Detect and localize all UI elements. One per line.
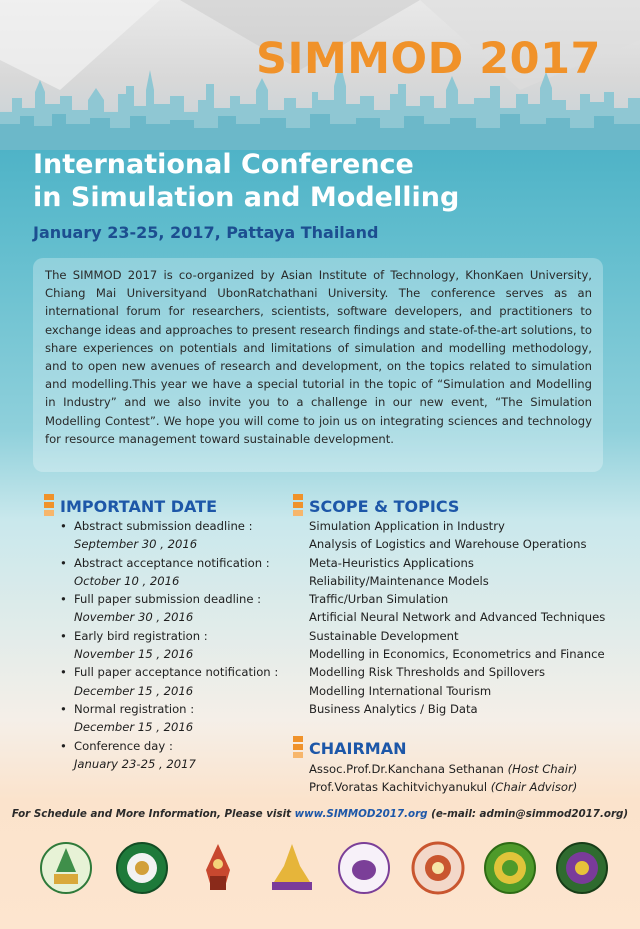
- conference-heading: [33, 148, 459, 214]
- topic-item: Simulation Application in Industry: [309, 519, 505, 533]
- chair-role: (Host Chair): [507, 762, 578, 776]
- footer-info: [0, 808, 640, 820]
- topic-item: Reliability/Maintenance Models: [309, 573, 489, 588]
- date-item: [58, 700, 288, 737]
- date-label: Early bird registration :: [74, 628, 208, 643]
- heading-line-1: International Conference: [33, 149, 414, 180]
- organizer-logos: [30, 840, 620, 900]
- organizer-logo-5: [336, 840, 392, 896]
- topic-item: Analysis of Logistics and Warehouse Operations: [309, 537, 587, 552]
- footer-prefix: For Schedule and More Information, Please visit: [11, 808, 295, 820]
- topic-item: Meta-Heuristics Applications: [309, 555, 474, 570]
- topic-item: Sustainable Development: [309, 628, 459, 643]
- chair-name: Assoc.Prof.Dr.Kanchana Sethanan: [309, 762, 504, 776]
- scope-topics-heading: SCOPE & TOPICS: [309, 497, 460, 516]
- organizer-logo-4: [264, 840, 320, 896]
- important-date-list: [58, 517, 288, 773]
- date-item: [58, 627, 288, 664]
- organizer-logo-3: [190, 840, 246, 896]
- important-date-heading: IMPORTANT DATE: [60, 497, 217, 516]
- event-date-location: January 23-25, 2017, Pattaya Thailand: [33, 223, 379, 242]
- date-value: November 15 , 2016: [74, 647, 194, 662]
- chairman-heading: CHAIRMAN: [309, 739, 407, 758]
- chair-name: Prof.Voratas Kachitvichyanukul: [309, 780, 488, 795]
- date-value: January 23-25 , 2017: [74, 756, 196, 771]
- date-label: Full paper acceptance notification :: [74, 665, 279, 680]
- section-marker-icon: [293, 494, 303, 516]
- organizer-logo-6: [410, 840, 466, 896]
- heading-line-2: in Simulation and Modelling: [33, 182, 460, 213]
- organizer-logo-7: [482, 840, 538, 896]
- date-label: Abstract acceptance notification :: [74, 555, 270, 570]
- organizer-logo-2: [114, 840, 170, 896]
- organizer-logo-8: [554, 840, 610, 896]
- scope-topics-list: [309, 517, 609, 718]
- date-value: September 30 , 2016: [74, 537, 198, 552]
- chair-person: [309, 760, 609, 778]
- intro-paragraph: The SIMMOD 2017 is co-organized by Asian Institute of Technology, KhonKaen University, Chiang Mai Universityand UbonRatchathani University. The conference serves as an international forum for researchers, scientists, software developers, and practitioners to exchange ideas and approaches to present research findings and state-of-the-art solutions, to share experiences on potentials and limitations of simulation and modelling methodology, and to open new avenues of research and development, on the topics related to simulation and modelling.This year we have a special tutorial in the topic of “Simulation and Modelling in Industry” and we also invite you to a challenge in our new event, “The Simulation Modelling Contest”. We hope you will come to join us on integrating sciences and technology for resource management toward sustainable development.: [45, 268, 592, 446]
- date-value: December 15 , 2016: [74, 720, 194, 735]
- date-label: Normal registration :: [74, 701, 195, 716]
- date-item: [58, 737, 288, 774]
- date-value: December 15 , 2016: [74, 683, 194, 698]
- date-label: Abstract submission deadline :: [74, 519, 253, 533]
- topic-item: Modelling in Economics, Econometrics and Finance: [309, 647, 605, 662]
- event-title: SIMMOD 2017: [256, 34, 601, 84]
- date-item: [58, 590, 288, 627]
- date-item: [58, 554, 288, 591]
- chair-role: (Chair Advisor): [490, 780, 578, 795]
- section-marker-icon: [44, 494, 54, 516]
- footer-email: (e-mail: admin@simmod2017.org): [427, 808, 629, 820]
- date-label: Full paper submission deadline :: [74, 592, 262, 607]
- topic-item: Business Analytics / Big Data: [309, 701, 478, 716]
- date-value: October 10 , 2016: [74, 573, 180, 588]
- chair-person: [309, 778, 609, 796]
- topic-item: Modelling International Tourism: [309, 683, 492, 698]
- website-link[interactable]: www.SIMMOD2017.org: [294, 808, 428, 820]
- date-item: [58, 517, 288, 554]
- date-item: [58, 663, 288, 700]
- section-marker-icon: [293, 736, 303, 758]
- date-label: Conference day :: [74, 738, 173, 753]
- topic-item: Modelling Risk Thresholds and Spillovers: [309, 665, 545, 680]
- organizer-logo-1: [38, 840, 94, 896]
- topic-item: Traffic/Urban Simulation: [309, 592, 449, 607]
- chairman-list: [309, 760, 609, 797]
- date-value: November 30 , 2016: [74, 610, 194, 625]
- topic-item: Artificial Neural Network and Advanced Techniques: [309, 610, 606, 625]
